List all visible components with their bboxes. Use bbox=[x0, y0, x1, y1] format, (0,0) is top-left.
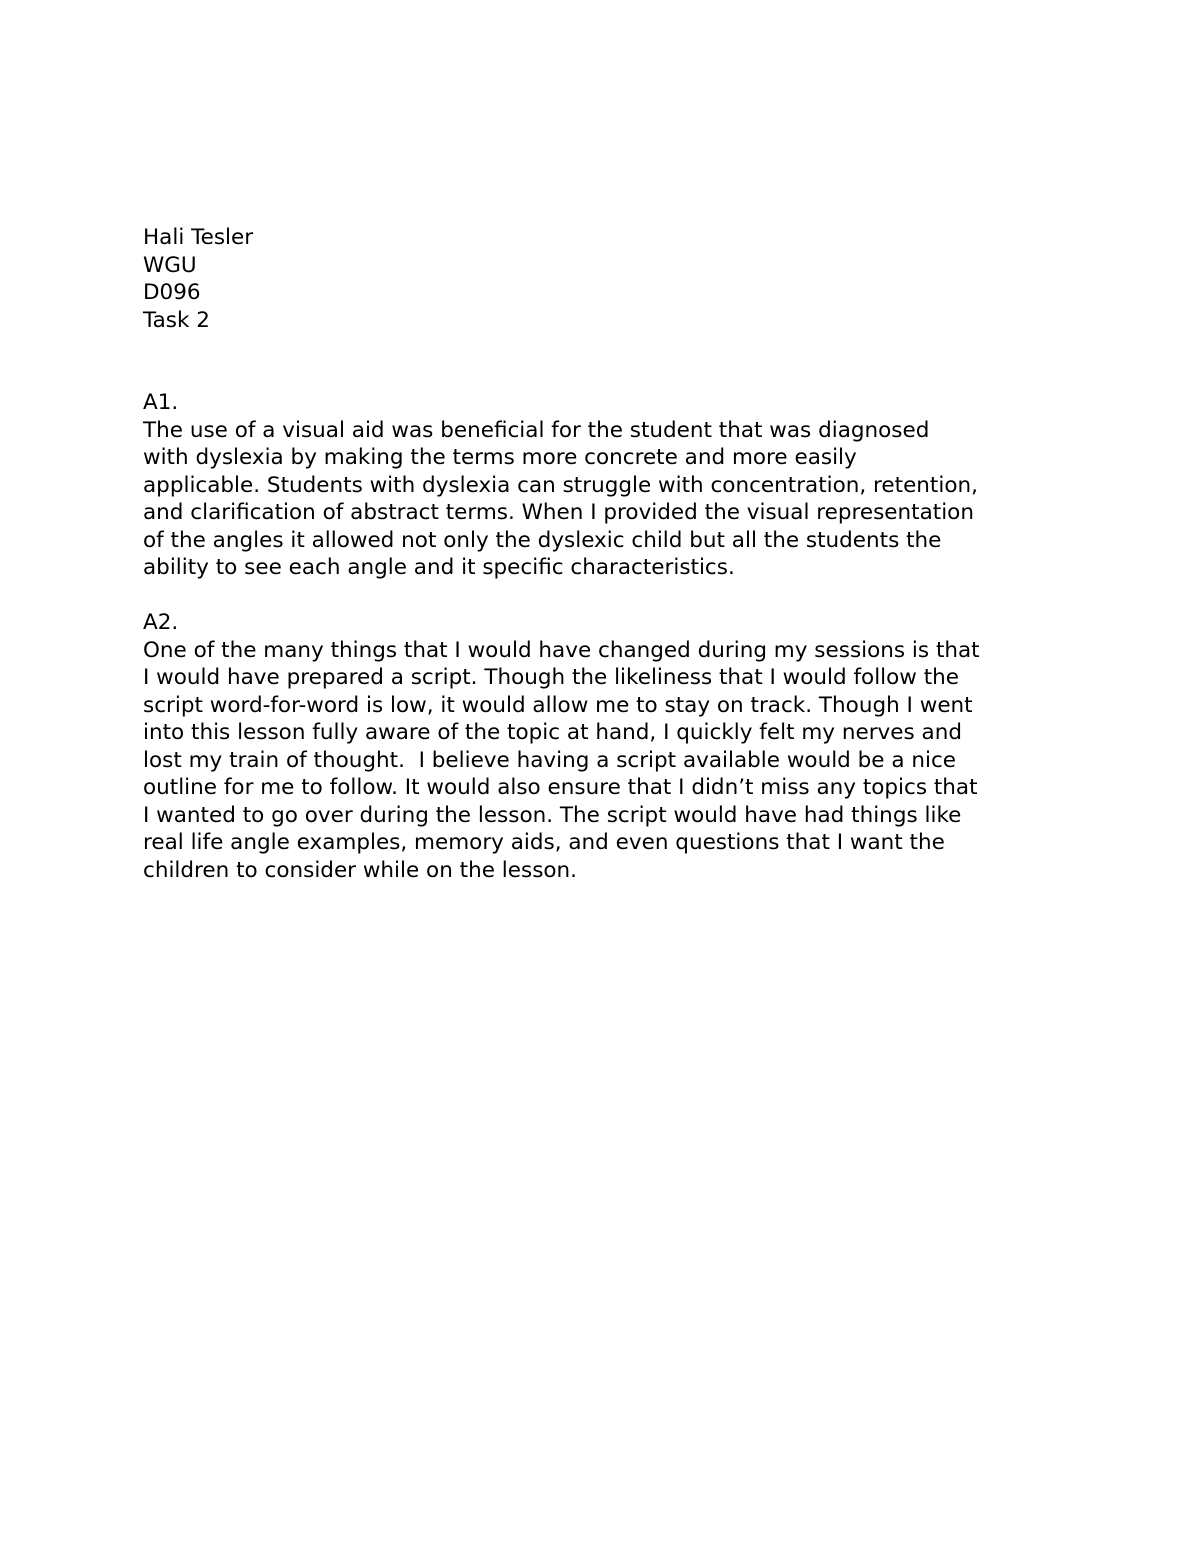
school-name: WGU bbox=[143, 252, 197, 278]
spacer bbox=[143, 334, 1073, 389]
paragraph-line: ability to see each angle and it specific characteristics. bbox=[143, 555, 735, 580]
paragraph-line: outline for me to follow. It would also ensure that I didn’t miss any topics that bbox=[143, 775, 978, 800]
paragraph-line: The use of a visual aid was beneficial for the student that was diagnosed bbox=[143, 417, 930, 443]
paragraph-line: children to consider while on the lesson. bbox=[143, 857, 578, 883]
paragraph-line: lost my train of thought. I believe having a script available would be a nice bbox=[143, 747, 957, 773]
author-name: Hali Tesler bbox=[143, 225, 254, 250]
section-heading: A1. bbox=[143, 390, 179, 415]
paragraph-line: One of the many things that I would have changed during my sessions is that bbox=[143, 637, 980, 663]
paragraph-line: I would have prepared a script. Though the likeliness that I would follow the bbox=[143, 665, 959, 690]
document-body bbox=[143, 224, 1073, 884]
paragraph-line: I wanted to go over during the lesson. The script would have had things like bbox=[143, 802, 962, 828]
section-a1 bbox=[143, 389, 1073, 582]
paragraph-line: with dyslexia by making the terms more concrete and more easily bbox=[143, 445, 857, 470]
task-label: Task 2 bbox=[143, 307, 210, 333]
paragraph-line: real life angle examples, memory aids, and even questions that I want the bbox=[143, 830, 945, 855]
section-heading: A2. bbox=[143, 610, 179, 635]
course-code: D096 bbox=[143, 280, 201, 305]
section-a2 bbox=[143, 609, 1073, 884]
paragraph-line: script word-for-word is low, it would allow me to stay on track. Though I went bbox=[143, 692, 973, 718]
spacer bbox=[143, 582, 1073, 610]
paragraph-line: and clarification of abstract terms. When I provided the visual representation bbox=[143, 500, 974, 525]
document-header bbox=[143, 224, 1073, 334]
paragraph-line: applicable. Students with dyslexia can struggle with concentration, retention, bbox=[143, 472, 978, 498]
paragraph-line: into this lesson fully aware of the topic at hand, I quickly felt my nerves and bbox=[143, 720, 962, 745]
paragraph-line: of the angles it allowed not only the dyslexic child but all the students the bbox=[143, 527, 942, 553]
